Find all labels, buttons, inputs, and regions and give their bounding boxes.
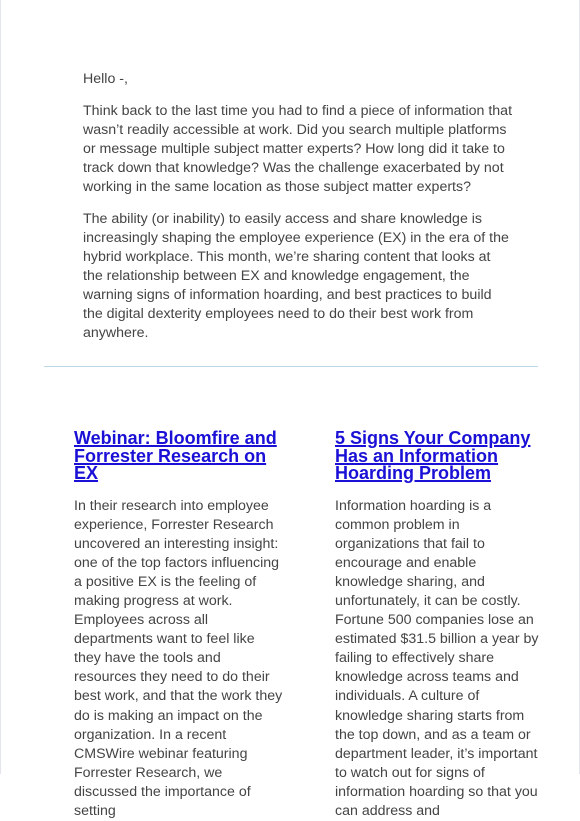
article-webinar — [74, 430, 284, 821]
article-title-information-hoarding — [335, 430, 540, 483]
article-title-webinar — [74, 430, 284, 483]
article-body-webinar: In their research into employee experience, Forrester Research uncovered an interesting insight: one of the top factors influencing a positive EX is the feeling of making progress at work. Employees across all departments want to feel like they have the tools and resources they need to do their best work, and that the work they do is making an impact on the organization. In a recent CMSWire webinar featuring Forrester Research, we discussed the importance of setting — [74, 497, 284, 821]
article-body-information-hoarding: Information hoarding is a common problem in organizations that fail to encourage and enable knowledge sharing, and unfortunately, it can be costly. Fortune 500 companies lose an estimated $31.5 billion a year by failing to effectively share knowledge across teams and individuals. A culture of knowledge sharing starts from the top down, and as a team or department leader, it’s important to watch out for signs of information hoarding so that you can address and — [335, 497, 540, 821]
intro-paragraph-2: The ability (or inability) to easily access and share knowledge is increasingly shaping the employee experience (EX) in the era of the hybrid workplace. This month, we’re sharing content that looks at the relationship between EX and knowledge engagement, the warning signs of information hoarding, and best practices to build the digital dexterity employees need to do their best work from anywhere. — [83, 210, 513, 343]
intro-section — [83, 70, 513, 356]
article-link-information-hoarding[interactable]: 5 Signs Your Company Has an Information Hoarding Problem — [335, 428, 530, 483]
article-link-webinar[interactable]: Webinar: Bloomfire and Forrester Research on EX — [74, 428, 277, 483]
article-information-hoarding — [335, 430, 540, 821]
intro-paragraph-1: Think back to the last time you had to find a piece of information that wasn’t readily accessible at work. Did you search multiple platforms or message multiple subject matter experts? How long did it take to track down that knowledge? Was the challenge exacerbated by not working in the same location as those subject matter experts? — [83, 102, 513, 197]
section-divider — [44, 366, 538, 367]
greeting: Hello -, — [83, 70, 513, 89]
